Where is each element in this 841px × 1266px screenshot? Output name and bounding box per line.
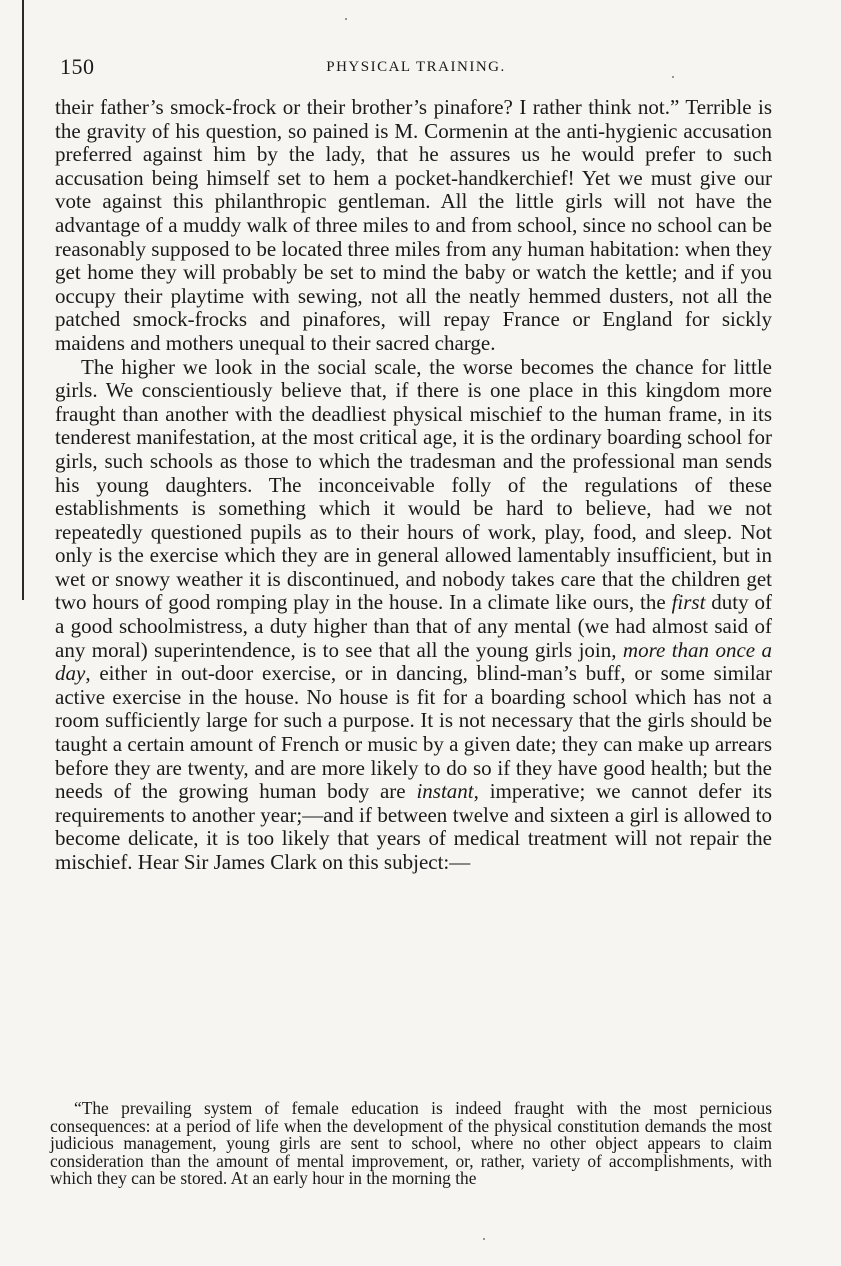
emphasis-more-than-once: more than once a day [55,637,772,686]
paragraph-2 [55,356,772,875]
page-header [60,54,772,82]
body-text [55,96,772,875]
paragraph-2-part-c: , either in out-door exercise, or in dancing, blind-man’s buff, or some similar active exercise in the house. No house is fit for a boarding school which has not a room sufficiently large for such a purpose. It is not necessary that the girls should be taught a certain amount of French or music by a given date; they can make up arrears before they are twenty, and are more likely to do so if they have good health; but the needs of the growing human body are [55,661,772,804]
quote-text: “The prevailing system of female education is indeed fraught with the most pernicious consequences: at a period of life when the development of the physical constitution demands the most judicious management, young girls are sent to school, where no other object appears to claim consideration than the amount of mental improvement, or, rather, variety of accomplishments, with which they can be stored. At an early hour in the morning the [50,1098,772,1189]
page-number: 150 [60,54,95,79]
paragraph-2-part-b: duty of a good schoolmistress, a duty higher than that of any mental (we had almost said of any moral) superintendence, is to see that all the young girls join, [55,590,773,662]
paper-speck [483,1238,485,1240]
emphasis-instant: instant [416,779,474,804]
paragraph-2-part-a: The higher we look in the social scale, the worse becomes the chance for little girls. We conscientiously believe that, if there is one place in this kingdom more fraught than another with the deadliest physical mischief to the human frame, in its tenderest manifestation, at the most critical age, it is the ordinary boarding school for girls, such schools as those to which the tradesman and the professional man sends his young daughters. The inconceivable folly of the regulations of these establishments is something which it would be hard to believe, had we not repeatedly questioned pupils as to their hours of work, play, food, and sleep. Not only is the exercise which they are in general allowed lamentably insufficient, but in wet or snowy weather it is discontinued, and nobody takes care that the children get two hours of good romping play in the house. In a climate like ours, the [55,354,772,615]
emphasis-first: first [671,590,706,615]
paragraph-2-part-d: , imperative; we cannot defer its requirements to another year;—and if between twelve and sixteen a girl is allowed to become delicate, it is too likely that years of medical treatment will not repair the mischief. Hear Sir James Clark on this subject:— [55,779,772,874]
paper-speck [345,18,347,20]
page-edge-rule [22,0,24,600]
block-quote [50,1100,772,1188]
paragraph-1: their father’s smock-frock or their brother’s pinafore? I rather think not.” Terrible is the gravity of his question, so pained is M. Cormenin at the anti-hygienic accusation preferred against him by the lady, that he assures us he would prefer to such accusation being himself set to hem a pocket-handkerchief! Yet we must give our vote against this philanthropic gentleman. All the little girls will not have the advantage of a muddy walk of three miles to and from school, since no school can be reasonably supposed to be located three miles from any human habitation: when they get home they will probably be set to mind the baby or watch the kettle; and if you occupy their playtime with sewing, not all the neatly hemmed dusters, not all the patched smock-frocks and pinafores, will repay France or England for sickly maidens and mothers unequal to their sacred charge. [55,95,772,355]
running-title: PHYSICAL TRAINING. [326,59,506,75]
